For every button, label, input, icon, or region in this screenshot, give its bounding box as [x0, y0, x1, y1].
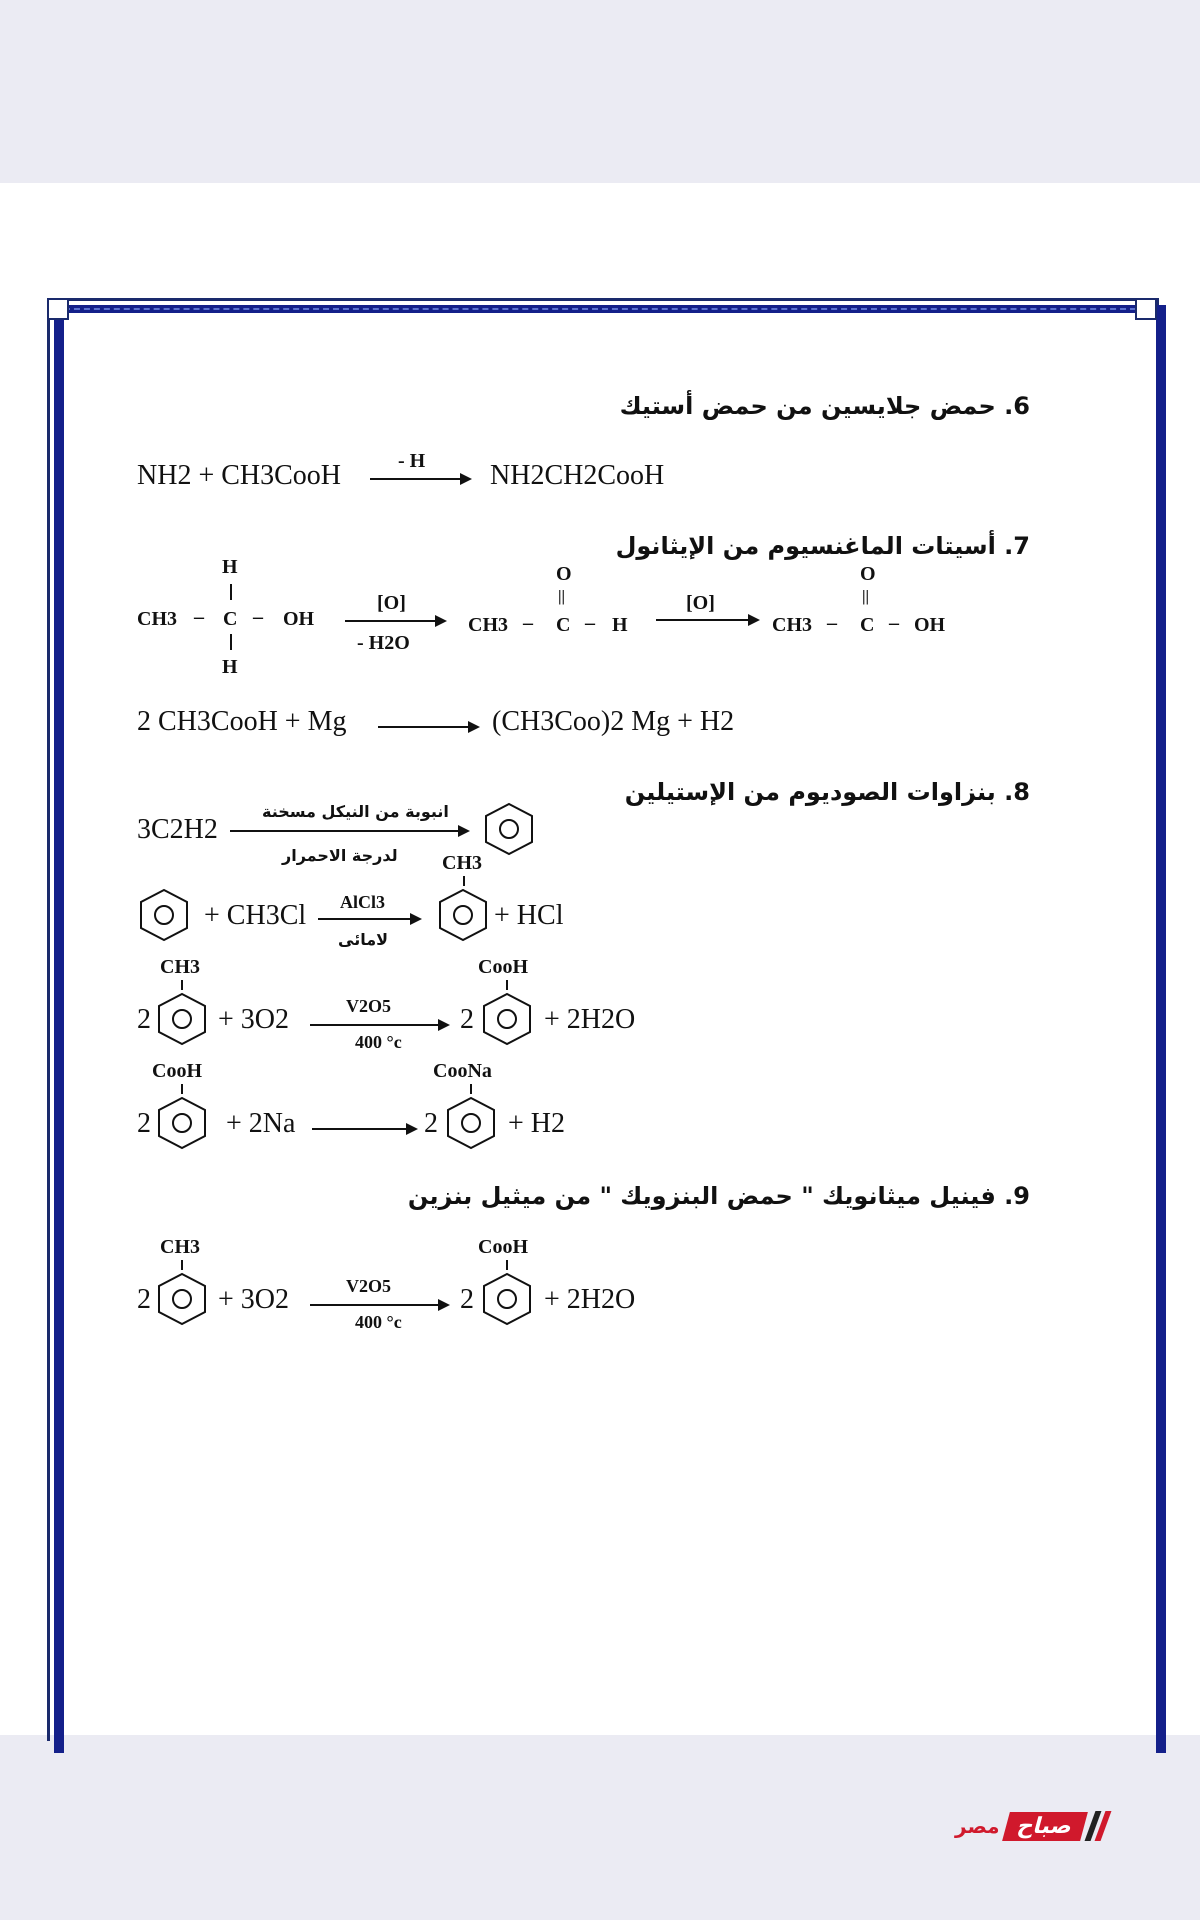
border-corner: [47, 298, 69, 320]
s8-r4-coef: 2: [137, 1108, 151, 1139]
s8-r1-cond-bottom: لدرجة الاحمرار: [282, 846, 398, 865]
s7-cond-bottom: - H2O: [357, 632, 410, 654]
benzene-ring-icon: [482, 802, 536, 856]
s8-r1-cond-top: انبوبة من النيكل مسخنة: [262, 802, 449, 821]
toluene-ring-icon: [155, 1272, 209, 1326]
s8-r2-product: + HCl: [494, 900, 564, 931]
s8-r3-coef: 2: [137, 1004, 151, 1035]
section-8-title: 8. بنزاوات الصوديوم من الإستيلين: [624, 778, 1030, 806]
s7-arrow-3: [378, 726, 478, 728]
s6-reactants: NH2 + CH3CooH: [137, 460, 342, 491]
s8-r4-sodium: + 2Na: [226, 1108, 296, 1139]
toluene-ring-icon: [436, 888, 490, 942]
s8-r1-arrow: [230, 830, 468, 832]
sodium-benzoate-ring-icon: [444, 1096, 498, 1150]
s8-r4-coona-label: CooNa: [433, 1060, 492, 1082]
logo-text-sabah: صباح: [1002, 1812, 1088, 1841]
s9-bond: [506, 1260, 508, 1270]
s9-arrow: [310, 1304, 448, 1306]
benzoic-acid-ring-icon: [480, 1272, 534, 1326]
s8-r4-coef: 2: [424, 1108, 438, 1139]
s6-arrow: [370, 478, 470, 480]
section-7-title: 7. أسيتات الماغنسيوم من الإيثانول: [615, 532, 1030, 560]
s8-r4-cooh-label: CooH: [152, 1060, 202, 1082]
s8-r3-temp: 400 °c: [355, 1032, 402, 1052]
s7-o: O: [860, 563, 876, 585]
s8-r2-ch3-label: CH3: [442, 852, 482, 874]
toluene-ring-icon: [155, 992, 209, 1046]
s8-r3-oxygen: + 3O2: [218, 1004, 290, 1035]
s7-c: C: [556, 614, 571, 636]
s8-r3-coef: 2: [460, 1004, 474, 1035]
s7-dash: –: [889, 612, 899, 634]
logo-bars-icon: [1090, 1811, 1106, 1841]
s8-r3-catalyst: V2O5: [346, 996, 391, 1016]
s8-bond: [181, 1084, 183, 1094]
s7-bond: [230, 634, 232, 650]
s7-cond-2: [O]: [686, 592, 715, 614]
s8-bond: [470, 1084, 472, 1094]
s8-r2-reagent: + CH3Cl: [204, 900, 307, 931]
s7-arrow-2: [656, 619, 758, 621]
s8-bond: [181, 980, 183, 990]
section-6-title: 6. حمض جلايسين من حمض أستيك: [619, 392, 1030, 420]
s9-ch3-label: CH3: [160, 1236, 200, 1258]
benzoic-acid-ring-icon: [480, 992, 534, 1046]
s7-dash: –: [253, 606, 263, 628]
section-9-title: 9. فينيل ميثانويك " حمض البنزويك " من ميثيل بنزين: [407, 1182, 1030, 1210]
s9-water: + 2H2O: [544, 1284, 636, 1315]
s7-double-bond: ||: [558, 588, 566, 605]
s7-h: H: [612, 614, 628, 636]
s8-r3-arrow: [310, 1024, 448, 1026]
s8-r3-ch3-label: CH3: [160, 956, 200, 978]
s9-catalyst: V2O5: [346, 1276, 391, 1296]
s7-bond: [230, 584, 232, 600]
s8-r1-reactant: 3C2H2: [137, 814, 218, 845]
s7-o: O: [556, 563, 572, 585]
s8-r4-hydrogen: + H2: [508, 1108, 566, 1139]
s6-condition: - H: [398, 450, 426, 472]
s6-product: NH2CH2CooH: [490, 460, 665, 491]
s9-cooh-label: CooH: [478, 1236, 528, 1258]
benzene-ring-icon: [137, 888, 191, 942]
s7-c: C: [860, 614, 875, 636]
s8-bond: [463, 876, 465, 886]
s7-dash: –: [194, 606, 204, 628]
s7-ch3: CH3: [772, 614, 812, 636]
s7-dash: –: [585, 612, 595, 634]
s7-ch3: CH3: [468, 614, 508, 636]
s7-dash: –: [827, 612, 837, 634]
s7-c: C: [223, 608, 238, 630]
s7-dash: –: [523, 612, 533, 634]
s7-h-bottom: H: [222, 656, 238, 678]
site-logo: [955, 1806, 1106, 1846]
s7-ch3: CH3: [137, 608, 177, 630]
s9-temp: 400 °c: [355, 1312, 402, 1332]
s8-r3-water: + 2H2O: [544, 1004, 636, 1035]
s8-r2-arrow: [318, 918, 420, 920]
s7-double-bond: ||: [862, 588, 870, 605]
s8-r2-cond-bottom: لامائى: [338, 930, 389, 949]
s7-oh: OH: [283, 608, 315, 630]
s7-mg-products: (CH3Coo)2 Mg + H2: [492, 706, 735, 737]
s7-cond-top: [O]: [377, 592, 406, 614]
s7-h-top: H: [222, 556, 238, 578]
s8-r3-cooh-label: CooH: [478, 956, 528, 978]
logo-text-masr: مصر: [955, 1814, 1000, 1838]
s7-oh: OH: [914, 614, 946, 636]
benzoic-acid-ring-icon: [155, 1096, 209, 1150]
s9-oxygen: + 3O2: [218, 1284, 290, 1315]
s9-coef: 2: [137, 1284, 151, 1315]
s7-arrow-1: [345, 620, 445, 622]
s8-r4-arrow: [312, 1128, 416, 1130]
s7-mg-reactants: 2 CH3CooH + Mg: [137, 706, 347, 737]
s9-bond: [181, 1260, 183, 1270]
s8-bond: [506, 980, 508, 990]
s8-r2-catalyst: AlCl3: [340, 892, 385, 912]
border-corner: [1135, 298, 1157, 320]
s9-coef: 2: [460, 1284, 474, 1315]
page-border-dashes: [64, 308, 1136, 310]
